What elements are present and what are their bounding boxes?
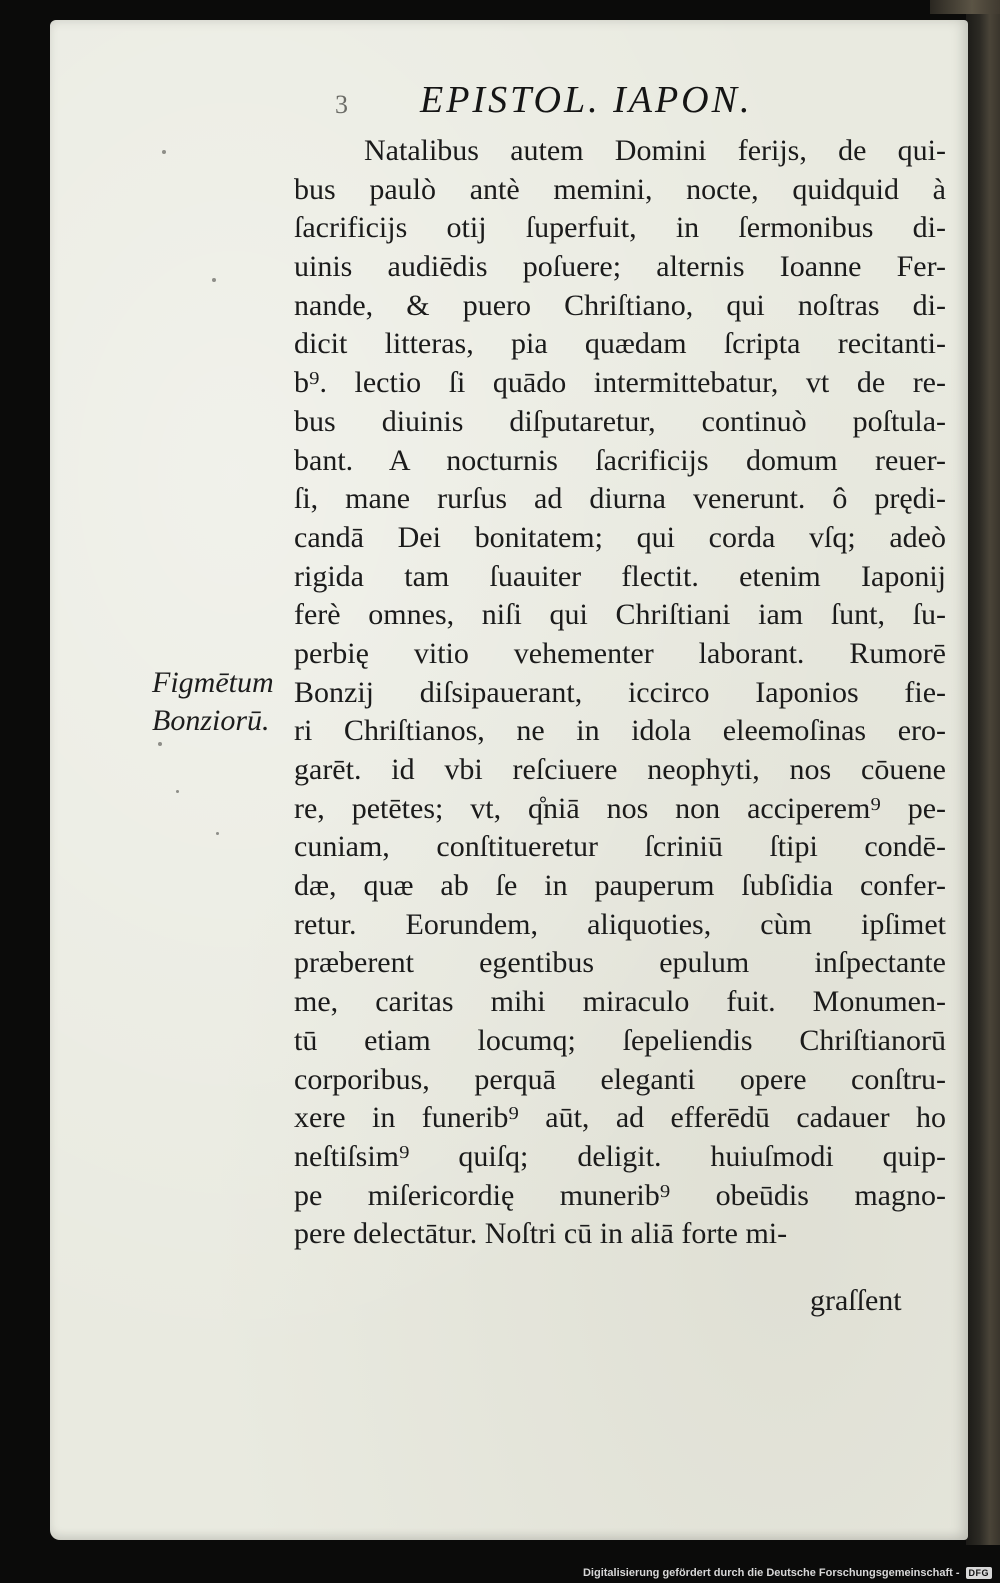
dfg-logo: DFG: [966, 1567, 993, 1579]
text-line: me, caritas mihi miraculo fuit. Monumen-: [294, 985, 946, 1019]
text-line: ſacrificijs otij ſuperfuit, in ſermonibus di-: [294, 211, 946, 245]
text-line: re, petētes; vt, q̊niā nos non acciperem⁹ pe-: [294, 791, 946, 825]
text-line: rigida tam ſuauiter flectit. etenim Iaponij: [294, 559, 946, 593]
marginal-note: [152, 664, 274, 740]
text-line: pe miſericordię munerib⁹ obeūdis magno-: [294, 1178, 946, 1212]
text-line: neſtiſsim⁹ quiſq; deligit. huiuſmodi quip-: [294, 1139, 946, 1173]
book-edge-top: [930, 0, 1000, 14]
text-line: nande, & puero Chriſtiano, qui noſtras di-: [294, 288, 946, 322]
running-head: EPISTOL. IAPON.: [420, 79, 753, 121]
text-line: bus diuinis diſputaretur, continuò poſtula-: [294, 404, 946, 438]
marginal-note-line: Bonziorū.: [152, 704, 270, 737]
text-line: cuniam, conſtitueretur ſcriniū ſtipi condē-: [294, 830, 946, 864]
text-line: retur. Eorundem, aliquoties, cùm ipſimet: [294, 907, 946, 941]
text-line: bant. A nocturnis ſacrificijs domum reuer-: [294, 443, 946, 477]
text-line: dæ, quæ ab ſe in pauperum ſubſidia confer-: [294, 869, 946, 903]
paper-speck: [158, 742, 162, 746]
text-line: garēt. id vbi reſciuere neophyti, nos cōuene: [294, 753, 946, 786]
text-line: uinis audiēdis poſuere; alternis Ioanne Fer-: [294, 250, 946, 284]
text-line: xere in funerib⁹ aūt, ad efferēdū cadauer ho: [294, 1101, 946, 1135]
text-line: Bonzij diſsipauerant, iccirco Iaponios fie-: [294, 675, 946, 709]
text-line: tū etiam locumq; ſepeliendis Chriſtianorū: [294, 1023, 946, 1057]
credit-text: Digitalisierung gefördert durch die Deutsche Forschungsgemeinschaft -: [582, 1567, 960, 1579]
book-edge: [966, 0, 1000, 1545]
text-line: corporibus, perquā eleganti opere conſtru-: [294, 1062, 946, 1096]
text-line: præberent egentibus epulum inſpectante: [294, 946, 946, 980]
text-line: ſi, mane rurſus ad diurna venerunt. ô prędi-: [294, 482, 946, 516]
text-line: bus paulò antè memini, nocte, quidquid à: [294, 172, 946, 206]
paper-speck: [176, 790, 179, 793]
paper-speck: [216, 832, 219, 835]
text-line: dicit litteras, pia quædam ſcripta recitanti-: [294, 327, 946, 361]
text-line: ri Chriſtianos, ne in idola eleemoſinas ero-: [294, 714, 946, 748]
paper-speck: [212, 278, 216, 282]
marginal-note-line: Figmētum: [152, 666, 274, 699]
text-line: ferè omnes, niſi qui Chriſtiani iam ſunt, ſu-: [294, 598, 946, 632]
body-text: [294, 132, 946, 1254]
text-line: pere delectātur. Noſtri cū in aliā forte mi-: [294, 1217, 788, 1251]
text-line: perbię vitio vehementer laborant. Rumorē: [294, 636, 946, 670]
catchword: graſſent: [810, 1284, 902, 1317]
digitization-credit: [583, 1567, 992, 1579]
paper-speck: [162, 150, 166, 154]
folio-mark: 3: [335, 90, 348, 119]
text-line: Natalibus autem Domini ferijs, de qui-: [364, 134, 946, 167]
text-line: candā Dei bonitatem; qui corda vſq; adeò: [294, 520, 946, 554]
text-line: b⁹. lectio ſi quādo intermittebatur, vt de re-: [294, 366, 946, 400]
